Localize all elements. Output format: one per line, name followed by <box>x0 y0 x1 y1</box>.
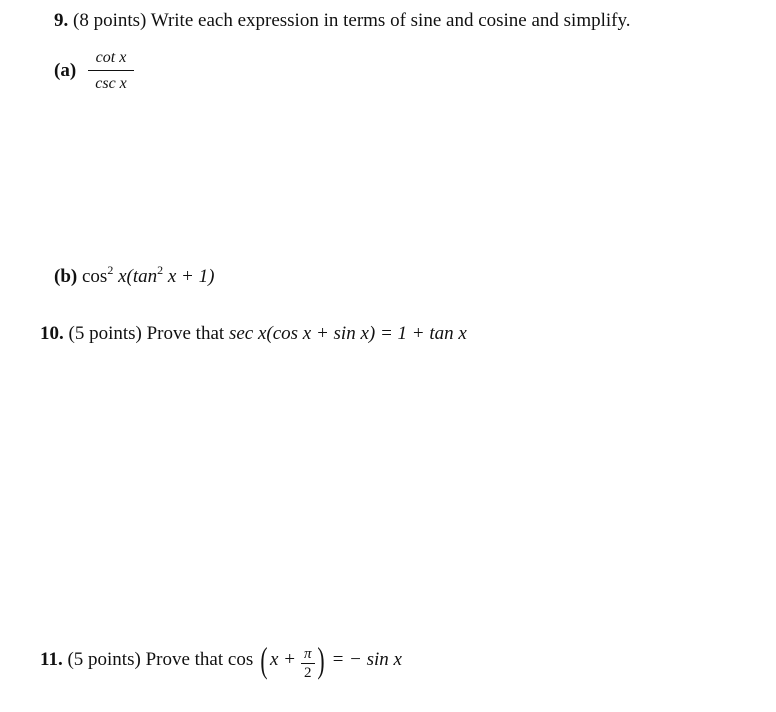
part-b-exponent-1: 2 <box>107 263 114 277</box>
part-a-denominator: csc x <box>95 75 127 92</box>
question-11-inner: x + <box>269 649 296 670</box>
question-9-number: 9. <box>54 10 69 31</box>
part-b-label: (b) <box>54 266 78 287</box>
part-a-label: (a) <box>54 60 77 81</box>
question-11-number: 11. <box>40 649 63 670</box>
question-11-open-paren: ( <box>260 640 268 680</box>
question-11-frac-den: 2 <box>303 665 312 681</box>
question-9-points: (8 points) <box>73 10 147 31</box>
question-11-func: cos <box>227 649 254 670</box>
question-10 <box>40 323 467 345</box>
question-10-prompt: Prove that <box>146 323 225 344</box>
question-9-header <box>54 10 631 32</box>
part-a-fraction <box>88 48 134 94</box>
question-9-prompt: Write each expression in terms of sine and cosine and simplify. <box>150 10 631 31</box>
fraction-bar <box>88 70 134 71</box>
question-11-points: (5 points) <box>67 649 141 670</box>
question-11-close-paren: ) <box>317 640 325 680</box>
question-10-number: 10. <box>40 323 64 344</box>
part-b-expression <box>81 263 215 287</box>
question-9-part-b <box>54 263 215 288</box>
part-b-suffix: x + 1) <box>163 266 215 287</box>
question-11-prompt: Prove that <box>145 649 224 670</box>
part-b-exponent-2: 2 <box>157 263 164 277</box>
question-10-expression: sec x(cos x + sin x) = 1 + tan x <box>228 323 467 344</box>
fraction-bar <box>301 663 315 664</box>
question-11-rhs: = − sin x <box>331 649 402 670</box>
part-a-numerator: cot x <box>95 49 127 66</box>
question-11-frac-num: π <box>303 646 312 662</box>
part-b-mid: x(tan <box>113 266 158 287</box>
question-10-points: (5 points) <box>68 323 142 344</box>
question-11 <box>40 642 402 681</box>
part-b-cos: cos <box>81 266 108 287</box>
question-11-fraction <box>301 646 315 681</box>
